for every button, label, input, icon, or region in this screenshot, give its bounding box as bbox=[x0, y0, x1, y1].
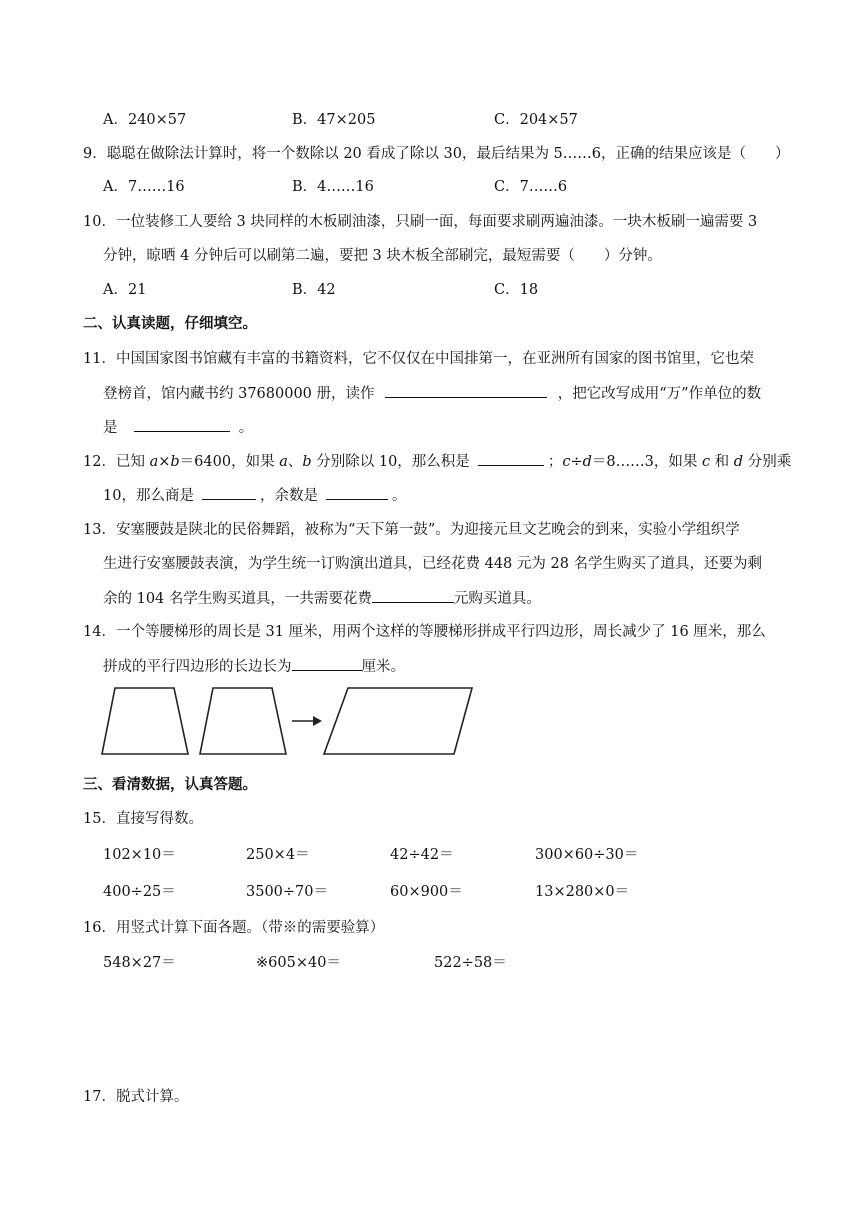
var-c: c bbox=[701, 454, 711, 470]
var-b: b bbox=[170, 454, 180, 470]
q13-line3 bbox=[103, 588, 541, 609]
q12-quotient-blank[interactable] bbox=[202, 485, 256, 500]
q11-line3-text-a: 是 bbox=[103, 420, 118, 436]
section-3-heading: 三、看清数据，认真答题。 bbox=[83, 776, 257, 793]
q10-line2: 分钟，晾晒 4 分钟后可以刷第二遍，要把 3 块木板全部刷完，最短需要（ ）分钟。 bbox=[103, 248, 662, 264]
q11-line3-text-b: 。 bbox=[238, 420, 254, 436]
q15-item: 13×280×0＝ bbox=[535, 884, 630, 900]
times-sign: × bbox=[158, 454, 171, 470]
q11-line1: 11．中国国家图书馆藏有丰富的书籍资料，它不仅仅在中国排第一，在亚洲所有国家的图书馆里，它也荣 bbox=[83, 351, 754, 367]
q10-option-c: C．18 bbox=[494, 282, 539, 298]
q16-item: 522÷58＝ bbox=[434, 955, 507, 971]
q8-option-b: B．47×205 bbox=[292, 112, 376, 128]
q11-line3 bbox=[103, 417, 253, 438]
q13-text-b: 元购买道具。 bbox=[453, 591, 541, 607]
var-a: a bbox=[279, 454, 288, 470]
trapezoid-2 bbox=[200, 688, 286, 754]
q9-option-c: C．7……6 bbox=[494, 179, 568, 195]
q15-item: 42÷42＝ bbox=[390, 847, 454, 863]
q16-item: ※605×40＝ bbox=[256, 955, 341, 971]
q16-title: 16．用竖式计算下面各题。（带※的需要验算） bbox=[83, 920, 385, 936]
q14-text-b: 厘米。 bbox=[361, 659, 405, 675]
section-2-heading: 二、认真读题，仔细填空。 bbox=[83, 315, 257, 332]
q16-item: 548×27＝ bbox=[103, 955, 176, 971]
var-b: b bbox=[302, 454, 312, 470]
q13-cost-blank[interactable] bbox=[372, 588, 454, 603]
q12-text-10: ，余数是 bbox=[259, 488, 318, 504]
q12-text-1: 12．已知 bbox=[83, 454, 150, 470]
q14-length-blank[interactable] bbox=[292, 656, 362, 671]
divide-sign: ÷ bbox=[570, 454, 583, 470]
q11-line2-text-a: 登榜首，馆内藏书约 37680000 册，读作 bbox=[103, 386, 375, 402]
q10-line1: 10．一位装修工人要给 3 块同样的木板刷油漆，只刷一面，每面要求刷两遍油漆。一块木板刷一遍需要 3 bbox=[83, 214, 758, 230]
q10-option-b: B．42 bbox=[292, 282, 336, 298]
q12-text-3: 、 bbox=[287, 454, 303, 470]
q15-title: 15．直接写得数。 bbox=[83, 811, 203, 827]
trapezoid-1 bbox=[102, 688, 188, 754]
q15-item: 250×4＝ bbox=[246, 847, 310, 863]
q12-product-blank[interactable] bbox=[478, 451, 544, 466]
q15-item: 102×10＝ bbox=[103, 847, 176, 863]
q12-text-11: 。 bbox=[391, 488, 407, 504]
q14-text-a: 拼成的平行四边形的长边长为 bbox=[103, 659, 292, 675]
q13-line2: 生进行安塞腰鼓表演，为学生统一订购演出道具，已经花费 448 元为 28 名学生购买了道具，还要为剩 bbox=[103, 556, 763, 572]
q12-line1 bbox=[83, 451, 791, 472]
q12-line2 bbox=[103, 485, 406, 506]
q14-line2 bbox=[103, 656, 405, 677]
q15-item: 60×900＝ bbox=[390, 884, 463, 900]
arrow-head-icon bbox=[313, 716, 322, 726]
q9-option-a: A．7……16 bbox=[103, 179, 185, 195]
var-a: a bbox=[149, 454, 159, 470]
q12-text-2: ＝6400，如果 bbox=[179, 454, 280, 470]
var-d: d bbox=[582, 454, 592, 470]
q14-line1: 14．一个等腰梯形的周长是 31 厘米，用两个这样的等腰梯形拼成平行四边形，周长减少了 16 厘米，那么 bbox=[83, 624, 766, 640]
q10-option-a: A．21 bbox=[103, 282, 147, 298]
trapezoid-parallelogram-figure bbox=[98, 684, 478, 758]
q13-line1: 13．安塞腰鼓是陕北的民俗舞蹈，被称为“天下第一鼓”。为迎接元旦文艺晚会的到来，实验小学组织学 bbox=[83, 522, 740, 538]
q12-text-8: 分别乘 bbox=[743, 454, 792, 470]
q12-remainder-blank[interactable] bbox=[326, 485, 388, 500]
q8-option-c: C．204×57 bbox=[494, 112, 578, 128]
q9-text: 9．聪聪在做除法计算时，将一个数除以 20 看成了除以 30，最后结果为 5……6，正确的结果应该是（ ） bbox=[83, 146, 790, 162]
q15-item: 3500÷70＝ bbox=[246, 884, 329, 900]
q13-text-a: 余的 104 名学生购买道具，一共需要花费 bbox=[103, 591, 372, 607]
var-c: c bbox=[562, 454, 571, 470]
q15-item: 300×60÷30＝ bbox=[535, 847, 639, 863]
q11-line2-text-b: ，把它改写成用“万”作单位的数 bbox=[557, 386, 762, 402]
q11-reading-blank[interactable] bbox=[385, 383, 547, 398]
q8-option-a: A．240×57 bbox=[103, 112, 187, 128]
q12-text-7: 和 bbox=[710, 454, 734, 470]
q15-item: 400÷25＝ bbox=[103, 884, 176, 900]
q12-text-4: 分别除以 10，那么积是 bbox=[311, 454, 470, 470]
parallelogram bbox=[324, 688, 472, 754]
q12-text-6: ＝8……3，如果 bbox=[591, 454, 702, 470]
q12-text-9: 10，那么商是 bbox=[103, 488, 194, 504]
var-d: d bbox=[733, 454, 744, 470]
q12-text-5: ； bbox=[547, 454, 563, 470]
q9-option-b: B．4……16 bbox=[292, 179, 374, 195]
q17-title: 17．脱式计算。 bbox=[83, 1089, 189, 1105]
q11-line2 bbox=[103, 383, 761, 404]
q11-wan-blank[interactable] bbox=[134, 417, 230, 432]
